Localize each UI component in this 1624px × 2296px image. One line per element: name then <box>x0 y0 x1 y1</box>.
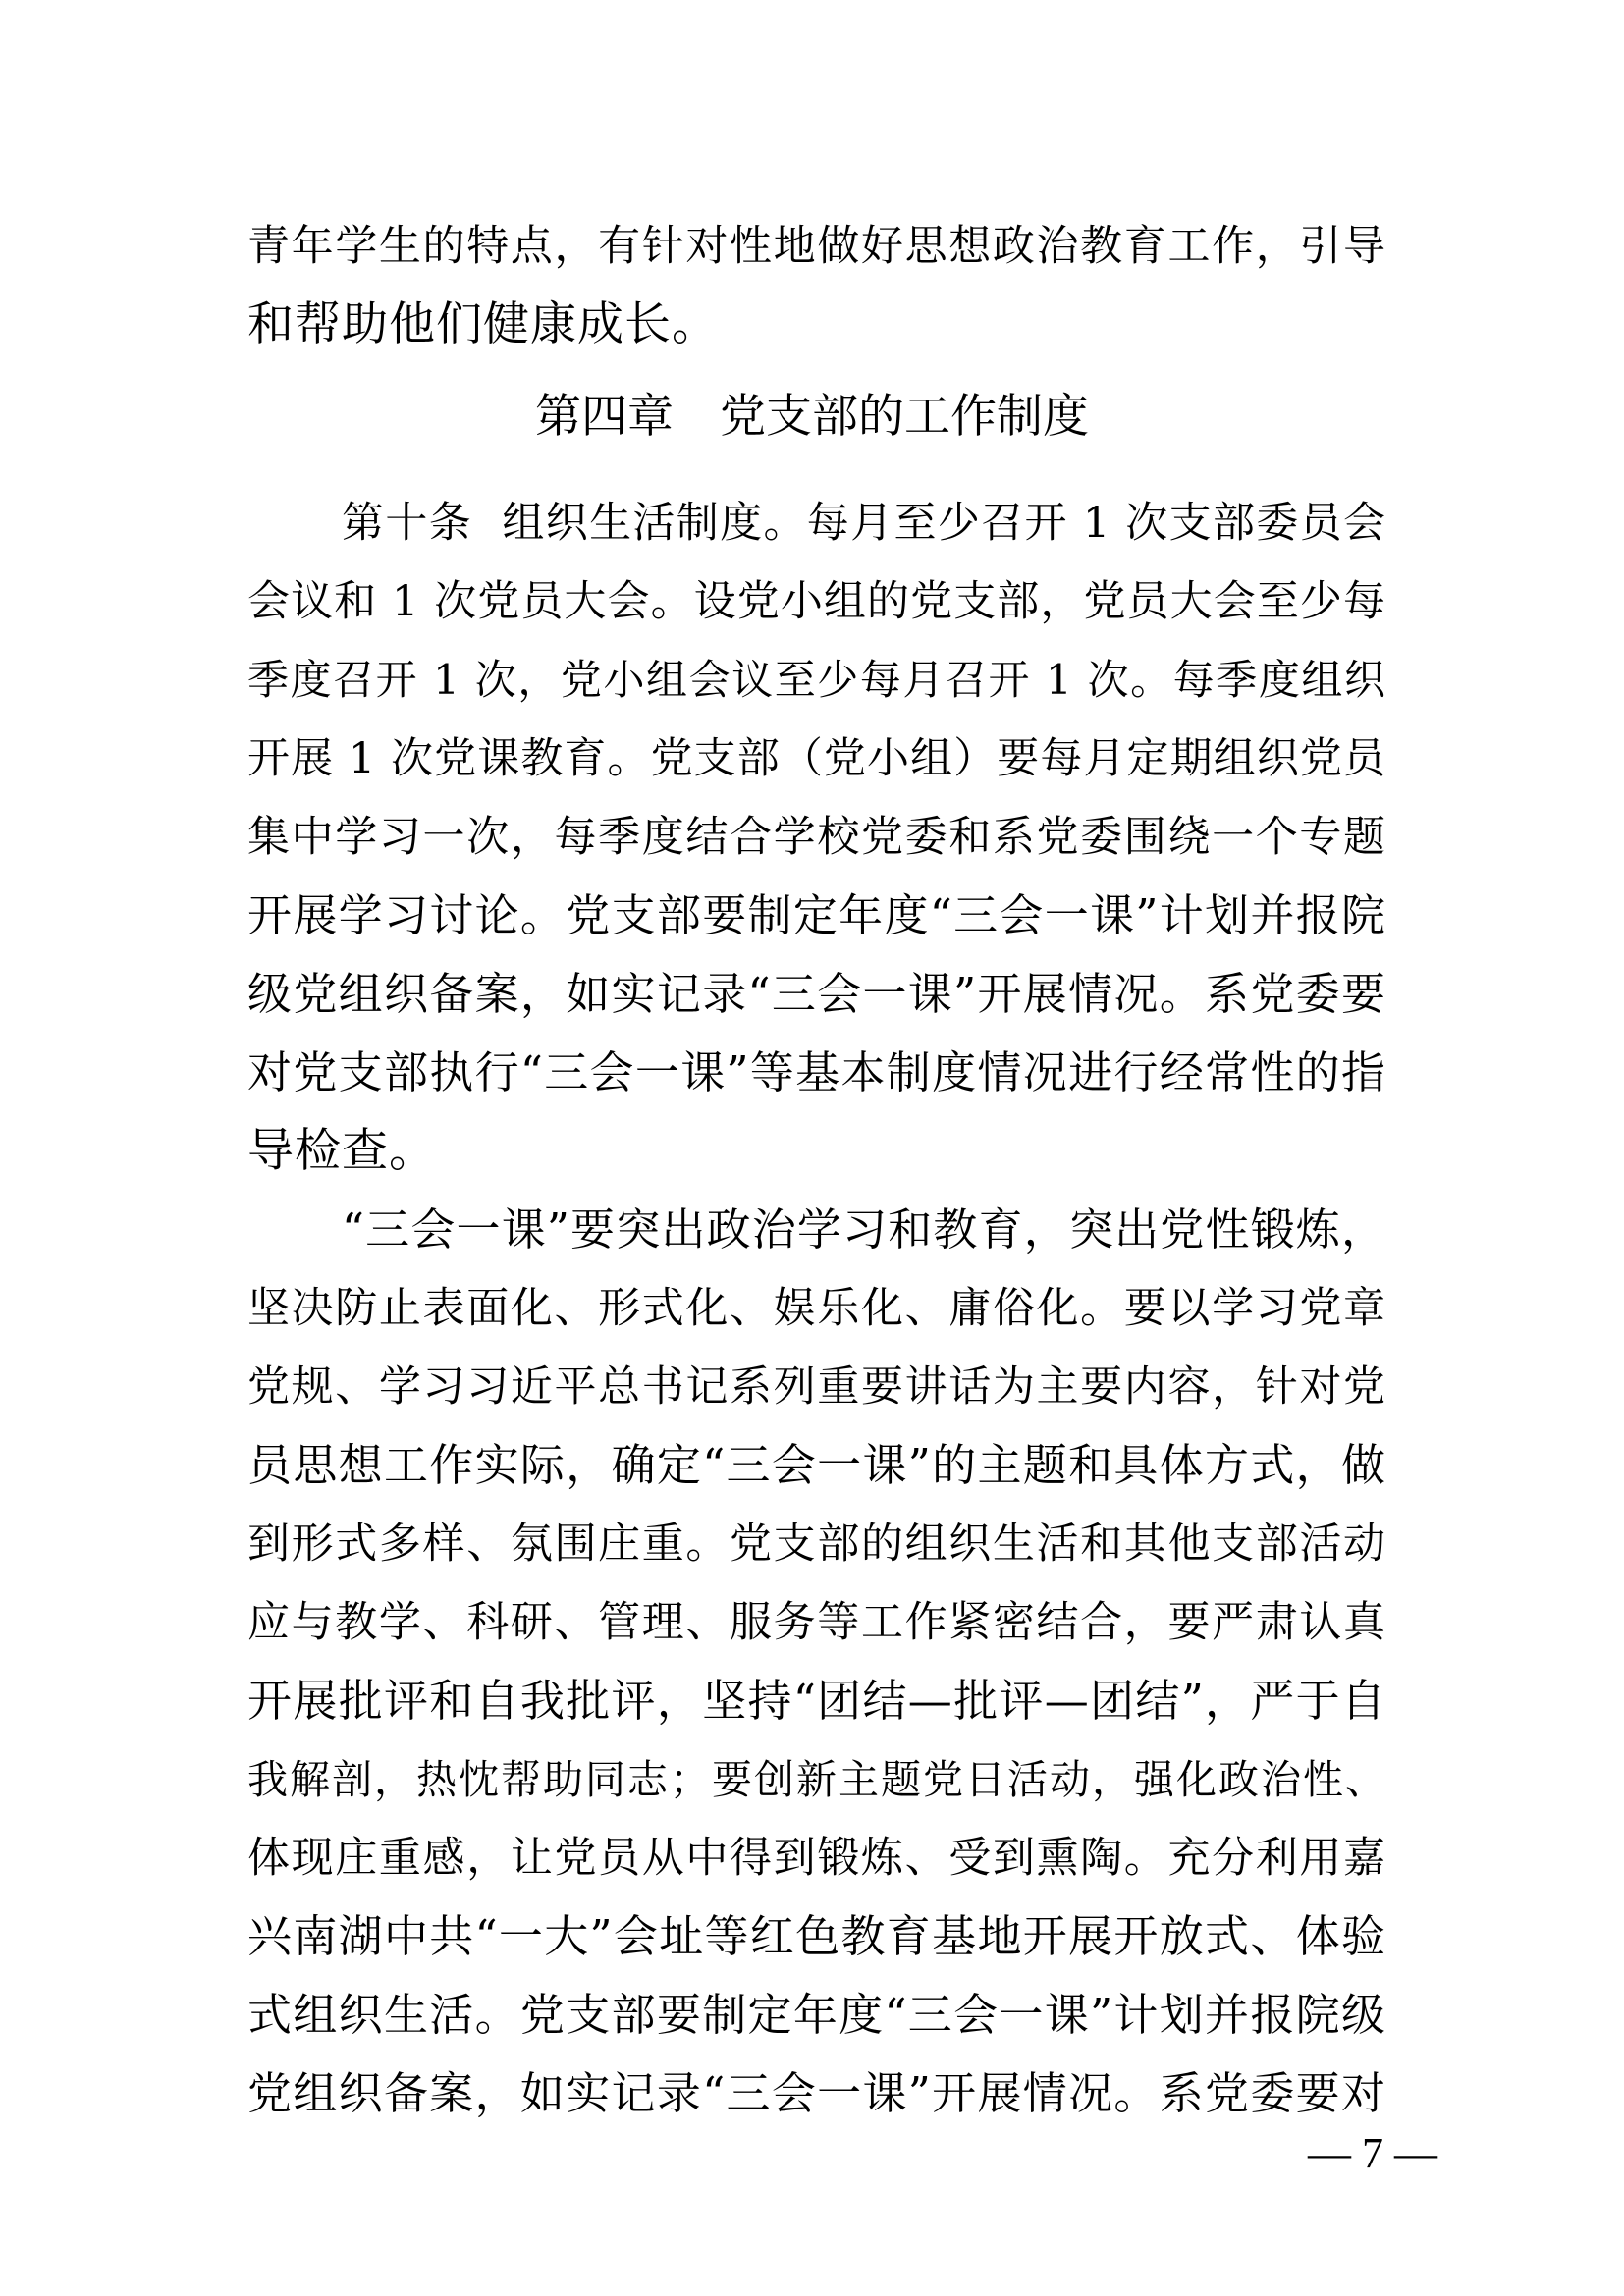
paragraph-2-line: 员思想工作实际，确定“三会一课”的主题和具体方式，做 <box>247 1439 1386 1491</box>
paragraph-2-line: 体现庄重感，让党员从中得到锻炼、受到熏陶。充分利用嘉 <box>247 1834 1386 1883</box>
paragraph-2-line: 式组织生活。党支部要制定年度“三会一课”计划并报院级 <box>247 1989 1386 2041</box>
article-10-line: 开展 1 次党课教育。党支部（党小组）要每月定期组织党员 <box>247 734 1386 783</box>
article-10-line: 会议和 1 次党员大会。设党小组的党支部，党员大会至少每 <box>247 577 1386 626</box>
article-10-line: 级党组织备案，如实记录“三会一课”开展情况。系党委要 <box>247 968 1386 1020</box>
paragraph-2-line: 兴南湖中共“一大”会址等红色教育基地开展开放式、体验 <box>247 1910 1386 1962</box>
paragraph-2-first-line: “三会一课”要突出政治学习和教育，突出党性锻炼， <box>342 1203 1386 1255</box>
page-number: — 7 — <box>1308 2129 1437 2177</box>
paragraph-2-line: 应与教学、科研、管理、服务等工作紧密结合，要严肃认真 <box>247 1598 1386 1647</box>
paragraph-2-line: 党规、学习习近平总书记系列重要讲话为主要内容，针对党 <box>247 1362 1386 1412</box>
article-10-line: 开展学习讨论。党支部要制定年度“三会一课”计划并报院 <box>247 889 1386 941</box>
article-10-first-text: 组织生活制度。每月至少召开 1 次支部委员会 <box>502 499 1386 548</box>
paragraph-2-line: 党组织备案，如实记录“三会一课”开展情况。系党委要对 <box>247 2067 1386 2119</box>
continuation-line-1: 青年学生的特点，有针对性地做好思想政治教育工作，引导 <box>247 222 1386 271</box>
article-10-line: 导检查。 <box>247 1124 436 1178</box>
continuation-line-2: 和帮助他们健康成长。 <box>247 297 719 351</box>
paragraph-2-line: 坚决防止表面化、形式化、娱乐化、庸俗化。要以学习党章 <box>247 1284 1386 1333</box>
article-10-label: 第十条 <box>342 499 473 548</box>
paragraph-2-line: 开展批评和自我批评，坚持“团结—批评—团结”，严于自 <box>247 1675 1386 1727</box>
paragraph-2-line: 我解剖，热忱帮助同志；要创新主题党日活动，强化政治性、 <box>247 1756 1386 1803</box>
chapter-heading: 第四章 党支部的工作制度 <box>535 390 1089 444</box>
article-10-line: 集中学习一次，每季度结合学校党委和系党委围绕一个专题 <box>247 813 1386 862</box>
article-10-line: 季度召开 1 次，党小组会议至少每月召开 1 次。每季度组织 <box>247 656 1386 704</box>
article-10-line: 对党支部执行“三会一课”等基本制度情况进行经常性的指 <box>247 1046 1386 1098</box>
paragraph-2-line: 到形式多样、氛围庄重。党支部的组织生活和其他支部活动 <box>247 1520 1386 1569</box>
article-10-first-line <box>342 494 1386 553</box>
